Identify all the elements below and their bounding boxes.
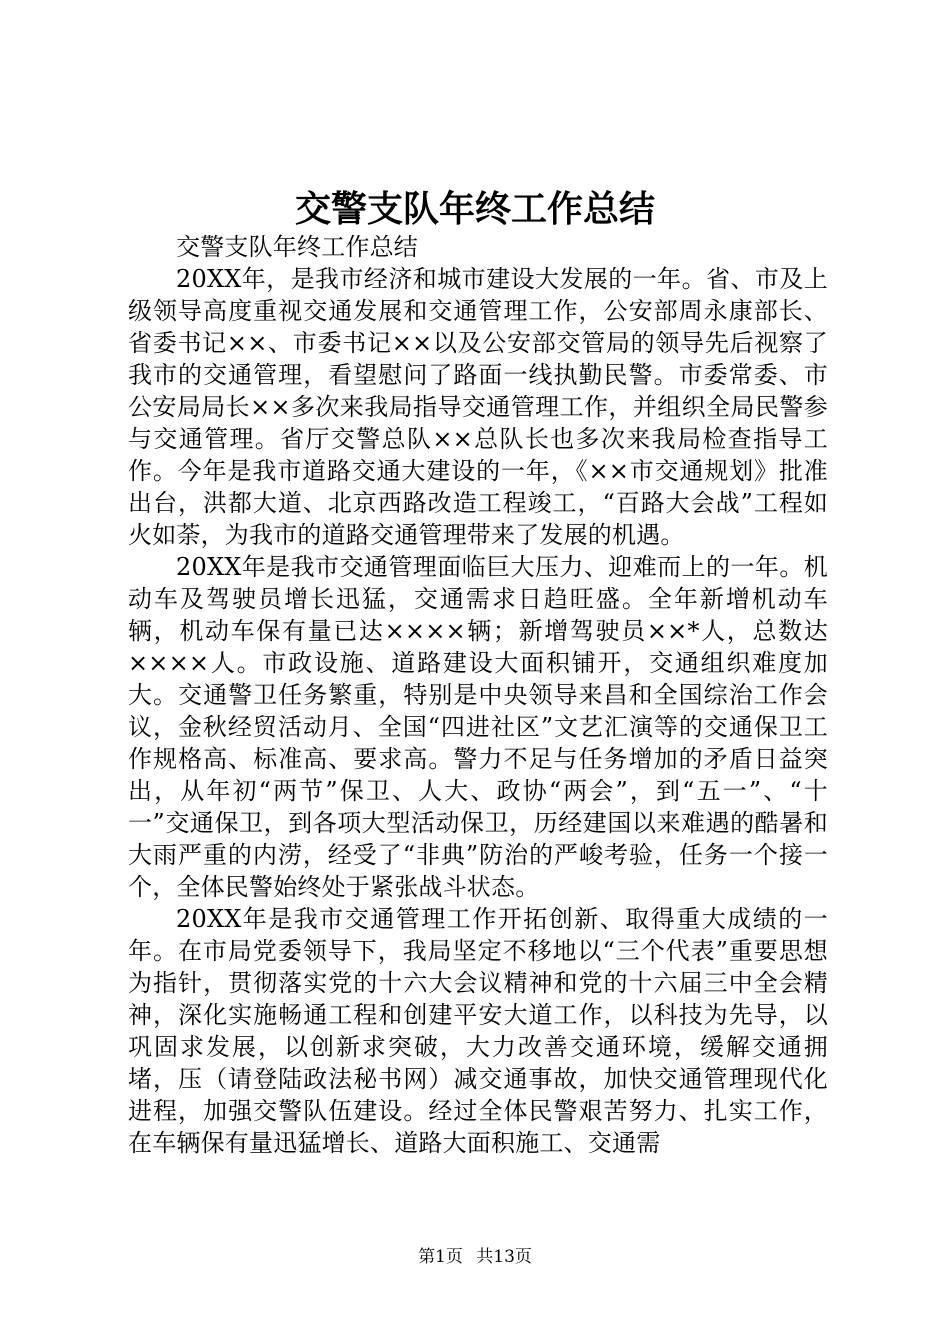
paragraph-1: 20XX年，是我市经济和城市建设大发展的一年。省、市及上级领导高度重视交通发展和交通管理工作，公安部周永康部长、省委书记××、市委书记××以及公安部交管局的领导先后视察了我市的交通管理，看望慰问了路面一线执勤民警。市委常委、市公安局局长××多次来我局指导交通管理工作，并组织全局民警参与交通管理。省厅交警总队××总队长也多次来我局检查指导工作。今年是我市道路交通大建设的一年，《××市交通规划》批准出台，洪都大道、北京西路改造工程竣工，“百路大会战”工程如火如荼，为我市的道路交通管理带来了发展的机遇。	[128, 265, 828, 549]
paragraph-subtitle: 交警支队年终工作总结	[176, 233, 418, 261]
paragraph-3: 20XX年是我市交通管理工作开拓创新、取得重大成绩的一年。在市局党委领导下，我局坚定不移地以“三个代表”重要思想为指针，贯彻落实党的十六大会议精神和党的十六届三中全会精神，深化实施畅通工程和创建平安大道工作，以科技为先导，以巩固求发展，以创新求突破，大力改善交通环境，缓解交通拥堵，压（请登陆政法秘书网）减交通事故，加快交通管理现代化进程，加强交警队伍建设。经过全体民警艰苦努力、扎实工作，在车辆保有量迅猛增长、道路大面积施工、交通需	[128, 905, 828, 1157]
page-number: 第1页	[418, 1247, 463, 1267]
page-total: 共13页	[476, 1247, 532, 1267]
page-footer	[0, 1245, 950, 1269]
document-body	[128, 231, 828, 1159]
paragraph-2: 20XX年是我市交通管理面临巨大压力、迎难而上的一年。机动车及驾驶员增长迅猛，交通需求日趋旺盛。全年新增机动车辆，机动车保有量已达××××辆；新增驾驶员××*人，总数达××××人。市政设施、道路建设大面积铺开，交通组织难度加大。交通警卫任务繁重，特别是中央领导来昌和全国综治工作会议，金秋经贸活动月、全国“四进社区”文艺汇演等的交通保卫工作规格高、标准高、要求高。警力不足与任务增加的矛盾日益突出，从年初“两节”保卫、人大、政协“两会”，到“五一”、“十一”交通保卫，到各项大型活动保卫，历经建国以来难遇的酷暑和大雨严重的内涝，经受了“非典”防治的严峻考验，任务一个接一个，全体民警始终处于紧张战斗状态。	[128, 553, 828, 901]
document-title: 交警支队年终工作总结	[294, 188, 655, 230]
